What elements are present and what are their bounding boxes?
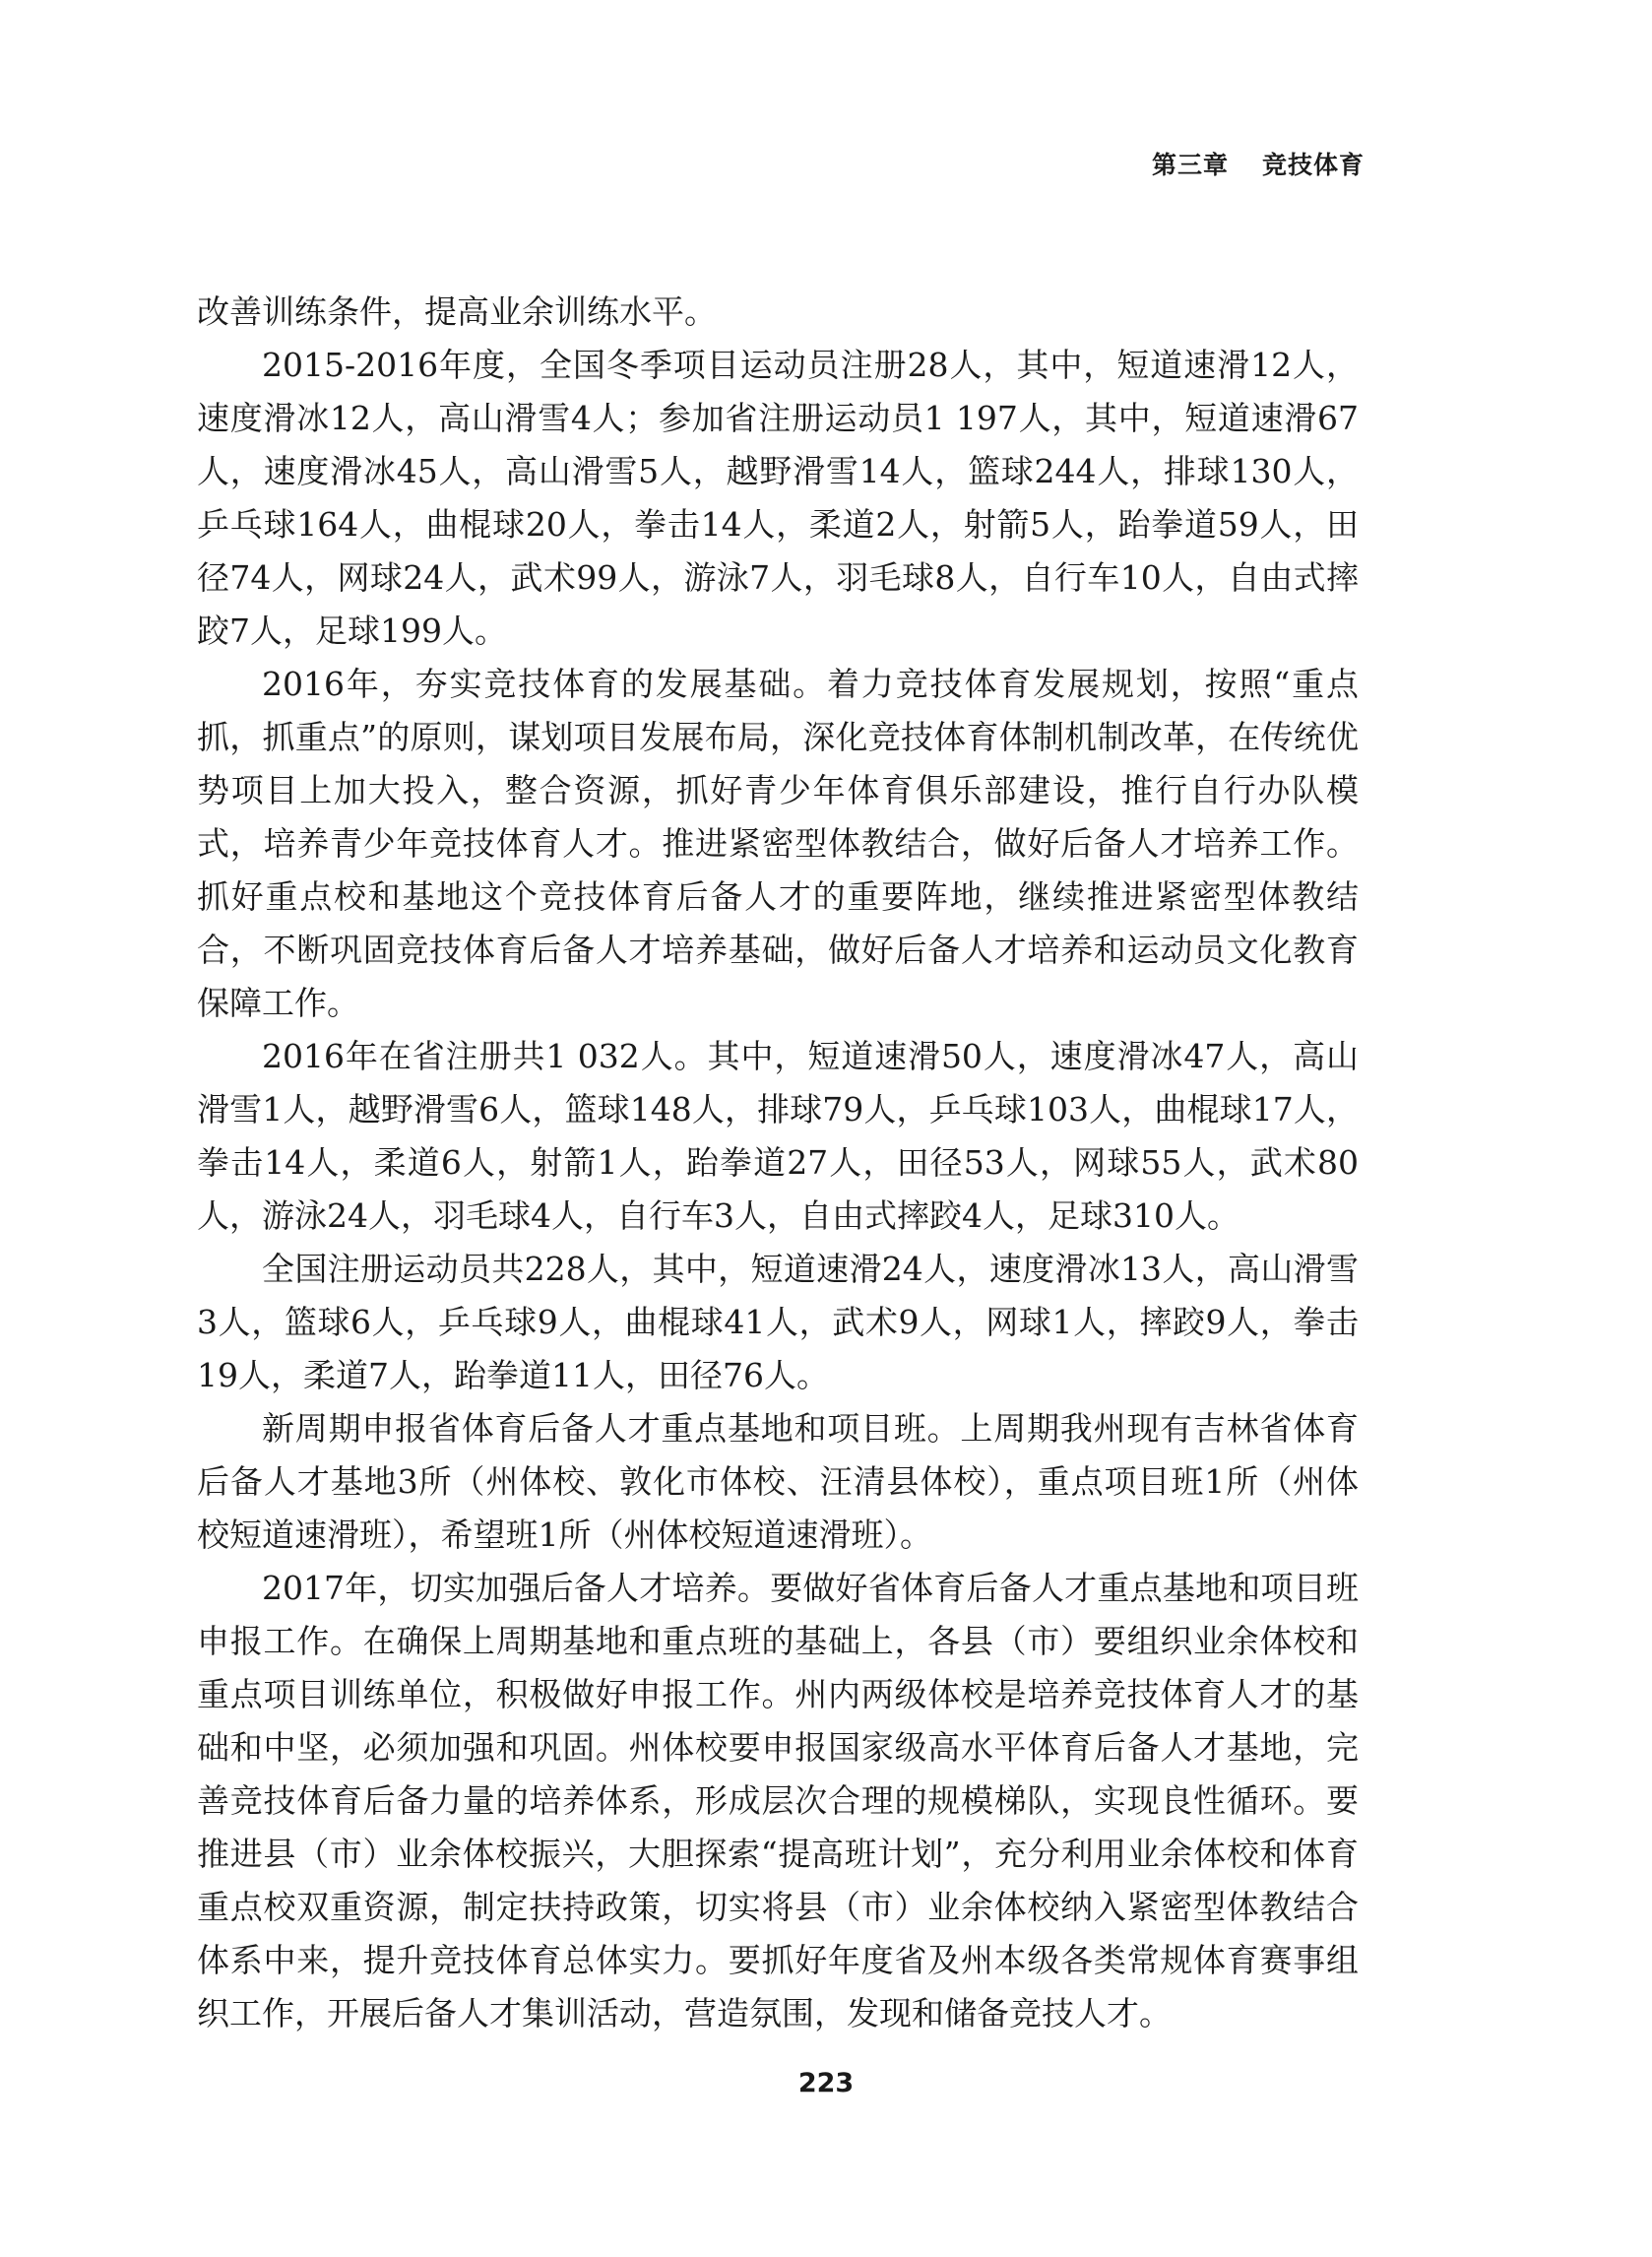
paragraph-winter-registration: 2015-2016年度，全国冬季项目运动员注册28人，其中，短道速滑12人，速度滑冰12人，高山滑雪4人；参加省注册运动员1 197人，其中，短道速滑67人，速度滑冰45人，高山滑雪5人，越野滑雪14人，篮球244人，排球130人，乒乓球164人，曲棍球20人，拳击14人，柔道2人，射箭5人，跆拳道59人，田径74人，网球24人，武术99人，游泳7人，羽毛球8人，自行车10人，自由式摔跤7人，足球199人。 [197, 346, 1359, 650]
paragraph-national-registration: 全国注册运动员共228人，其中，短道速滑24人，速度滑冰13人，高山滑雪3人，篮球6人，乒乓球9人，曲棍球41人，武术9人，网球1人，摔跤9人，拳击19人，柔道7人，跆拳道11人，田径76人。 [197, 1250, 1359, 1394]
paragraph-2016-foundation: 2016年，夯实竞技体育的发展基础。着力竞技体育发展规划，按照“重点抓，抓重点”的原则，谋划项目发展布局，深化竞技体育体制机制改革，在传统优势项目上加大投入，整合资源，抓好青少年体育俱乐部建设，推行自行办队模式，培养青少年竞技体育人才。推进紧密型体教结合，做好后备人才培养工作。抓好重点校和基地这个竞技体育后备人才的重要阵地，继续推进紧密型体教结合，不断巩固竞技体育后备人才培养基础，做好后备人才培养和运动员文化教育保障工作。 [197, 665, 1359, 1022]
text-body [197, 286, 1359, 2040]
page-number: 223 [797, 2068, 855, 2098]
chapter-number: 第三章 [1151, 151, 1229, 179]
chapter-title: 竞技体育 [1261, 151, 1365, 179]
paragraph-reserve-bases: 新周期申报省体育后备人才重点基地和项目班。上周期我州现有吉林省体育后备人才基地3所（州体校、敦化市体校、汪清县体校），重点项目班1所（州体校短道速滑班），希望班1所（州体校短道速滑班）。 [197, 1409, 1359, 1554]
paragraph-2017-plan: 2017年，切实加强后备人才培养。要做好省体育后备人才重点基地和项目班申报工作。在确保上周期基地和重点班的基础上，各县（市）要组织业余体校和重点项目训练单位，积极做好申报工作。州内两级体校是培养竞技体育人才的基础和中坚，必须加强和巩固。州体校要申报国家级高水平体育后备人才基地，完善竞技体育后备力量的培养体系，形成层次合理的规模梯队，实现良性循环。要推进县（市）业余体校振兴，大胆探索“提高班计划”，充分利用业余体校和体育重点校双重资源，制定扶持政策，切实将县（市）业余体校纳入紧密型体教结合体系中来，提升竞技体育总体实力。要抓好年度省及州本级各类常规体育赛事组织工作，开展后备人才集训活动，营造氛围，发现和储备竞技人才。 [197, 1569, 1359, 2032]
paragraph-continued: 改善训练条件，提高业余训练水平。 [197, 292, 717, 331]
paragraph-2016-provincial-registration: 2016年在省注册共1 032人。其中，短道速滑50人，速度滑冰47人，高山滑雪1人，越野滑雪6人，篮球148人，排球79人，乒乓球103人，曲棍球17人，拳击14人，柔道6人，射箭1人，跆拳道27人，田径53人，网球55人，武术80人，游泳24人，羽毛球4人，自行车3人，自由式摔跤4人，足球310人。 [197, 1037, 1359, 1235]
running-header [1152, 146, 1365, 181]
